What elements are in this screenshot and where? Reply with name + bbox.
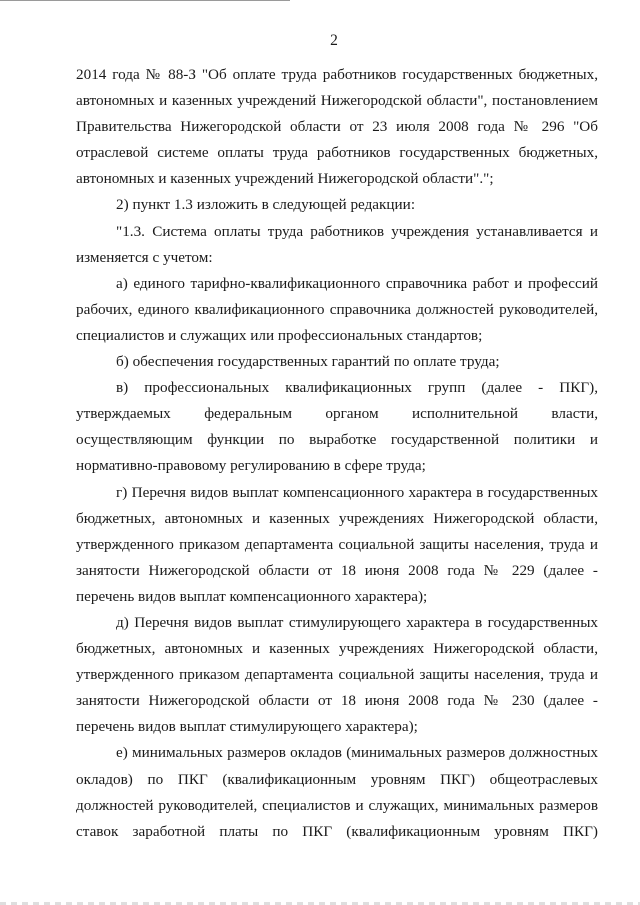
paragraph: е) минимальных размеров окладов (минимальных размеров должностных окладов) по ПКГ (квалификационным уровням ПКГ) общеотраслевых должностей руководителей, специалистов и служащих, минимальных размеров ставок заработной платы по ПКГ (квалификационным уровням ПКГ) <box>76 744 598 840</box>
paragraph: д) Перечня видов выплат стимулирующего характера в государственных бюджетных, автономных и казенных учреждениях Нижегородской области, утвержденного приказом департамента социальной защиты населения, труда и занятости Нижегородской области от 18 июня 2008 года № 230 (далее - перечень видов выплат стимулирующего характера); <box>76 613 598 736</box>
paragraph: 2014 года № 88-З "Об оплате труда работников государственных бюджетных, автономных и казенных учреждений Нижегородской области", постановлением Правительства Нижегородской области от 23 июля 2008 года № 296 "Об отраслевой системе оплаты труда работников государственных бюджетных, автономных и казенных учреждений Нижегородской области"."; <box>76 66 598 188</box>
paragraph: в) профессиональных квалификационных групп (далее - ПКГ), утверждаемых федеральным органом исполнительной власти, осуществляющим функции по выработке государственной политики и нормативно-правовому регулированию в сфере труда; <box>76 379 598 475</box>
paragraph: 2) пункт 1.3 изложить в следующей редакции: <box>116 196 416 214</box>
paragraph: б) обеспечения государственных гарантий по оплате труда; <box>116 353 500 371</box>
document-body <box>76 62 598 845</box>
top-rule <box>0 0 290 1</box>
page-number: 2 <box>330 32 338 49</box>
paragraph: а) единого тарифно-квалификационного справочника работ и профессий рабочих, единого квалификационного справочника должностей руководителей, специалистов и служащих или профессиональных стандартов; <box>76 274 598 344</box>
paragraph: "1.3. Система оплаты труда работников учреждения устанавливается и изменяется с учетом: <box>76 222 598 266</box>
paragraph: г) Перечня видов выплат компенсационного характера в государственных бюджетных, автономных и казенных учреждениях Нижегородской области, утвержденного приказом департамента социальной защиты населения, труда и занятости Нижегородской области от 18 июня 2008 года № 229 (далее - перечень видов выплат компенсационного характера); <box>76 483 598 605</box>
